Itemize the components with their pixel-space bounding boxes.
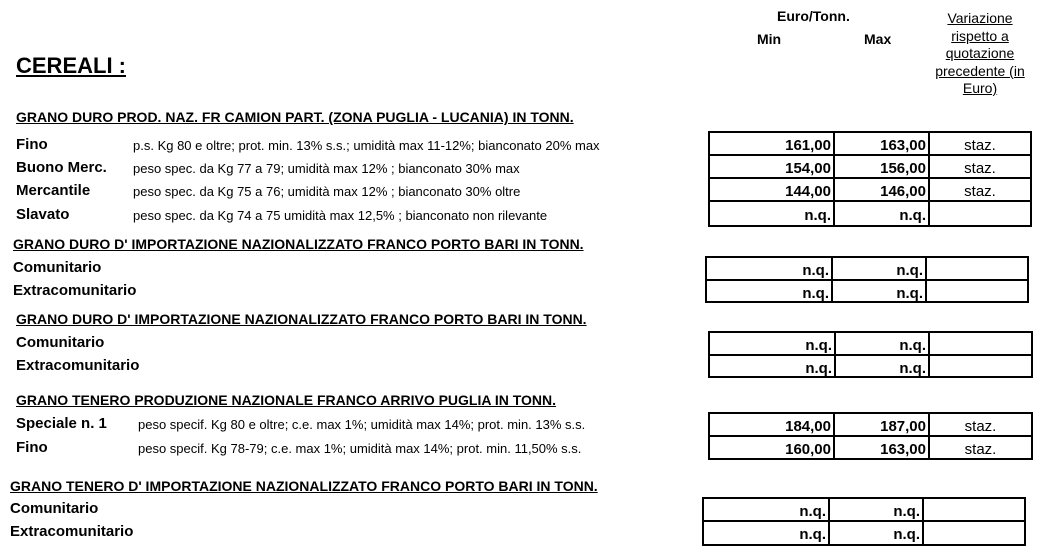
row-description: peso spec. da Kg 77 a 79; umidità max 12% ; bianconato 30% max	[133, 161, 520, 176]
row-description: peso spec. da Kg 74 a 75 umidità max 12,5% ; bianconato non rilevante	[133, 208, 548, 223]
max-price-cell: 156,00	[833, 154, 930, 179]
min-price-cell: 184,00	[708, 412, 835, 437]
max-price-cell: n.q.	[831, 256, 927, 281]
min-price-cell: n.q.	[705, 256, 833, 281]
row-name: Buono Merc.	[16, 159, 107, 176]
row-name: Fino	[16, 136, 48, 153]
row-name: Comunitario	[13, 259, 102, 276]
variation-cell	[928, 354, 1033, 378]
row-name: Fino	[16, 439, 48, 456]
variation-cell: staz.	[928, 131, 1032, 156]
section-title-soft-wheat-national: GRANO TENERO PRODUZIONE NAZIONALE FRANCO ARRIVO PUGLIA IN TONN.	[16, 392, 557, 408]
variation-cell	[925, 279, 1029, 303]
row-name: Extracomunitario	[13, 282, 137, 299]
variation-column-header: Variazione rispetto a quotazione precedente (in Euro)	[935, 10, 1025, 96]
row-name: Speciale n. 1	[16, 415, 107, 432]
section-title-durum-import: GRANO DURO D' IMPORTAZIONE NAZIONALIZZATO FRANCO PORTO BARI IN TONN.	[13, 236, 584, 252]
max-price-cell: n.q.	[831, 279, 927, 303]
variation-cell	[928, 200, 1032, 227]
min-price-cell: n.q.	[702, 497, 830, 522]
min-price-cell: n.q.	[705, 279, 833, 303]
max-price-cell: 163,00	[833, 131, 930, 156]
max-price-cell: n.q.	[834, 331, 930, 356]
row-description: p.s. Kg 80 e oltre; prot. min. 13% s.s.; umidità max 11-12%; bianconato 20% max	[133, 138, 600, 153]
variation-cell	[925, 256, 1029, 281]
section-title-durum-import-2: GRANO DURO D' IMPORTAZIONE NAZIONALIZZATO FRANCO PORTO BARI IN TONN.	[16, 311, 587, 327]
max-price-cell: n.q.	[828, 520, 924, 546]
row-name: Comunitario	[16, 334, 105, 351]
section-title-durum-national: GRANO DURO PROD. NAZ. FR CAMION PART. (ZONA PUGLIA - LUCANIA) IN TONN.	[16, 109, 574, 125]
row-description: peso specif. Kg 80 e oltre; c.e. max 1%; umidità max 14%; prot. min. 13% s.s.	[138, 417, 586, 432]
variation-cell	[928, 331, 1033, 356]
max-price-cell: n.q.	[833, 200, 930, 227]
variation-cell: staz.	[928, 177, 1032, 202]
variation-cell	[922, 497, 1026, 522]
row-name: Comunitario	[10, 500, 99, 517]
min-price-cell: 161,00	[708, 131, 835, 156]
max-price-cell: n.q.	[828, 497, 924, 522]
max-price-cell: 187,00	[833, 412, 930, 437]
row-name: Extracomunitario	[10, 523, 134, 540]
variation-cell: staz.	[928, 435, 1033, 460]
min-price-cell: 160,00	[708, 435, 835, 460]
max-price-cell: n.q.	[834, 354, 930, 378]
currency-unit-header: Euro/Tonn.	[777, 8, 850, 24]
row-description: peso spec. da Kg 75 a 76; umidità max 12% ; bianconato 30% oltre	[133, 184, 521, 199]
min-column-header: Min	[757, 31, 782, 47]
min-price-cell: 154,00	[708, 154, 835, 179]
row-name: Extracomunitario	[16, 357, 140, 374]
min-price-cell: n.q.	[702, 520, 830, 546]
variation-cell: staz.	[928, 154, 1032, 179]
min-price-cell: n.q.	[708, 331, 836, 356]
max-price-cell: 163,00	[833, 435, 930, 460]
variation-cell	[922, 520, 1026, 546]
min-price-cell: n.q.	[708, 354, 836, 378]
min-price-cell: n.q.	[708, 200, 835, 227]
row-name: Slavato	[16, 206, 70, 223]
min-price-cell: 144,00	[708, 177, 835, 202]
max-column-header: Max	[864, 31, 892, 47]
row-name: Mercantile	[16, 182, 91, 199]
variation-cell: staz.	[928, 412, 1033, 437]
page-title: CEREALI :	[16, 53, 126, 78]
max-price-cell: 146,00	[833, 177, 930, 202]
row-description: peso specif. Kg 78-79; c.e. max 1%; umidità max 14%; prot. min. 11,50% s.s.	[138, 441, 582, 456]
section-title-soft-wheat-import: GRANO TENERO D' IMPORTAZIONE NAZIONALIZZATO FRANCO PORTO BARI IN TONN.	[10, 478, 598, 494]
